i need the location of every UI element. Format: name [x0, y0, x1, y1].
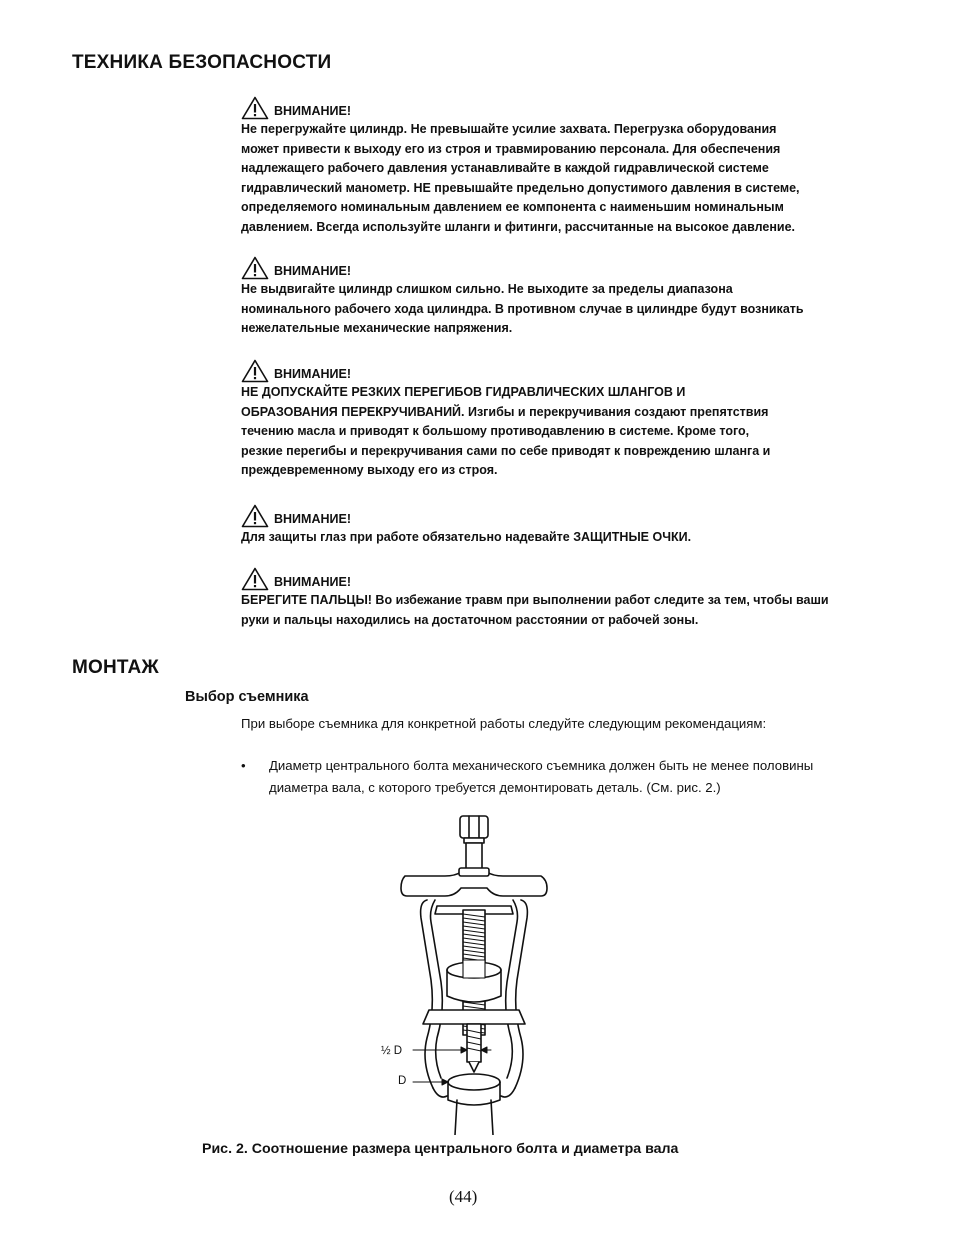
- warning-triangle-icon: [241, 96, 269, 120]
- warning-block-1: [241, 96, 881, 238]
- warning-header: [241, 256, 881, 280]
- warning-line: Для защиты глаз при работе обязательно надевайте ЗАЩИТНЫЕ ОЧКИ.: [241, 530, 692, 544]
- warning-block-3: [241, 359, 881, 481]
- warning-header: [241, 504, 881, 528]
- warning-line: гидравлический манометр. НЕ превышайте предельно допустимого давления в системе,: [241, 180, 800, 195]
- bullet-symbol: •: [241, 758, 246, 773]
- warning-line: нежелательные механические напряжения.: [241, 321, 513, 336]
- warning-line: Не перегружайте цилиндр. Не превышайте усилие захвата. Перегрузка оборудования: [241, 122, 777, 136]
- right-jaw-arm: [515, 900, 527, 1088]
- warning-block-4: [241, 504, 881, 548]
- section-title-installation: МОНТАЖ: [72, 657, 159, 678]
- warning-line: определяемого номинальным давлением ее компонента с наименьшим номинальным: [241, 200, 784, 215]
- warning-line: НЕ ДОПУСКАЙТЕ РЕЗКИХ ПЕРЕГИБОВ ГИДРАВЛИЧЕСКИХ ШЛАНГОВ И: [241, 385, 686, 399]
- warning-text: [241, 280, 881, 339]
- warning-text: [241, 120, 881, 238]
- d-label: D: [398, 1075, 407, 1087]
- warning-text: [241, 383, 881, 481]
- warning-line: преждевременному выходу его из строя.: [241, 463, 498, 478]
- collar-nut: [447, 960, 501, 1002]
- warning-label: ВНИМАНИЕ!: [274, 264, 351, 278]
- warning-block-2: [241, 256, 881, 339]
- warning-line: ОБРАЗОВАНИЯ ПЕРЕКРУЧИВАНИЙ. Изгибы и перекручивания создают препятствия: [241, 404, 769, 419]
- warning-triangle-icon: [241, 359, 269, 383]
- warning-block-5: [241, 567, 881, 630]
- warning-text: [241, 528, 881, 548]
- warning-label: ВНИМАНИЕ!: [274, 512, 351, 526]
- warning-triangle-icon: [241, 256, 269, 280]
- half-d-label: ½ D: [381, 1045, 403, 1057]
- warning-text: [241, 591, 881, 630]
- section-title-safety: ТЕХНИКА БЕЗОПАСНОСТИ: [72, 52, 332, 73]
- warning-line: номинального рабочего хода цилиндра. В противном случае в цилиндре будут возникать: [241, 301, 804, 316]
- warning-header: [241, 359, 881, 383]
- warning-header: [241, 567, 881, 591]
- warning-triangle-icon: [241, 504, 269, 528]
- warning-line: Не выдвигайте цилиндр слишком сильно. Не выходите за пределы диапазона: [241, 282, 733, 296]
- warning-line: руки и пальцы находились на достаточном расстоянии от рабочей зоны.: [241, 612, 699, 627]
- bullet-line: Диаметр центрального болта механического съемника должен быть не менее половины: [269, 758, 814, 773]
- warning-line: БЕРЕГИТЕ ПАЛЬЦЫ! Во избежание травм при выполнении работ следите за тем, чтобы ваши: [241, 593, 829, 607]
- yoke-crossbar: [401, 868, 547, 896]
- warning-line: может привести к выходу его из строя и травмированию персонала. Для обеспечения: [241, 141, 781, 156]
- warning-label: ВНИМАНИЕ!: [274, 104, 351, 118]
- warning-line: течению масла и приводят к большому противодавлению в системе. Кроме того,: [241, 424, 750, 439]
- warning-label: ВНИМАНИЕ!: [274, 575, 351, 589]
- warning-line: резкие перегибы и перекручивания сами по себе приводят к повреждению шланга и: [241, 443, 771, 458]
- hex-nut: [460, 816, 488, 843]
- bullet-line: диаметра вала, с которого требуется демонтировать деталь. (См. рис. 2.): [269, 780, 721, 795]
- warning-label: ВНИМАНИЕ!: [274, 367, 351, 381]
- warning-header: [241, 96, 881, 120]
- page-number: (44): [449, 1187, 478, 1206]
- figure-caption: Рис. 2. Соотношение размера центрального болта и диаметра вала: [202, 1141, 679, 1157]
- warning-triangle-icon: [241, 567, 269, 591]
- left-jaw-arm: [421, 900, 433, 1088]
- bullet-item: [269, 755, 889, 799]
- shaft: [448, 1074, 500, 1135]
- warning-line: надлежащего рабочего давления устанавливайте в каждой гидравлической системе: [241, 161, 769, 176]
- warning-line: давлением. Всегда используйте шланги и фитинги, рассчитанные на высокое давление.: [241, 219, 796, 234]
- lower-frame: [423, 1010, 525, 1024]
- subsection-title: Выбор съемника: [185, 689, 309, 705]
- intro-paragraph: При выборе съемника для конкретной работы следуйте следующим рекомендациям:: [241, 716, 767, 731]
